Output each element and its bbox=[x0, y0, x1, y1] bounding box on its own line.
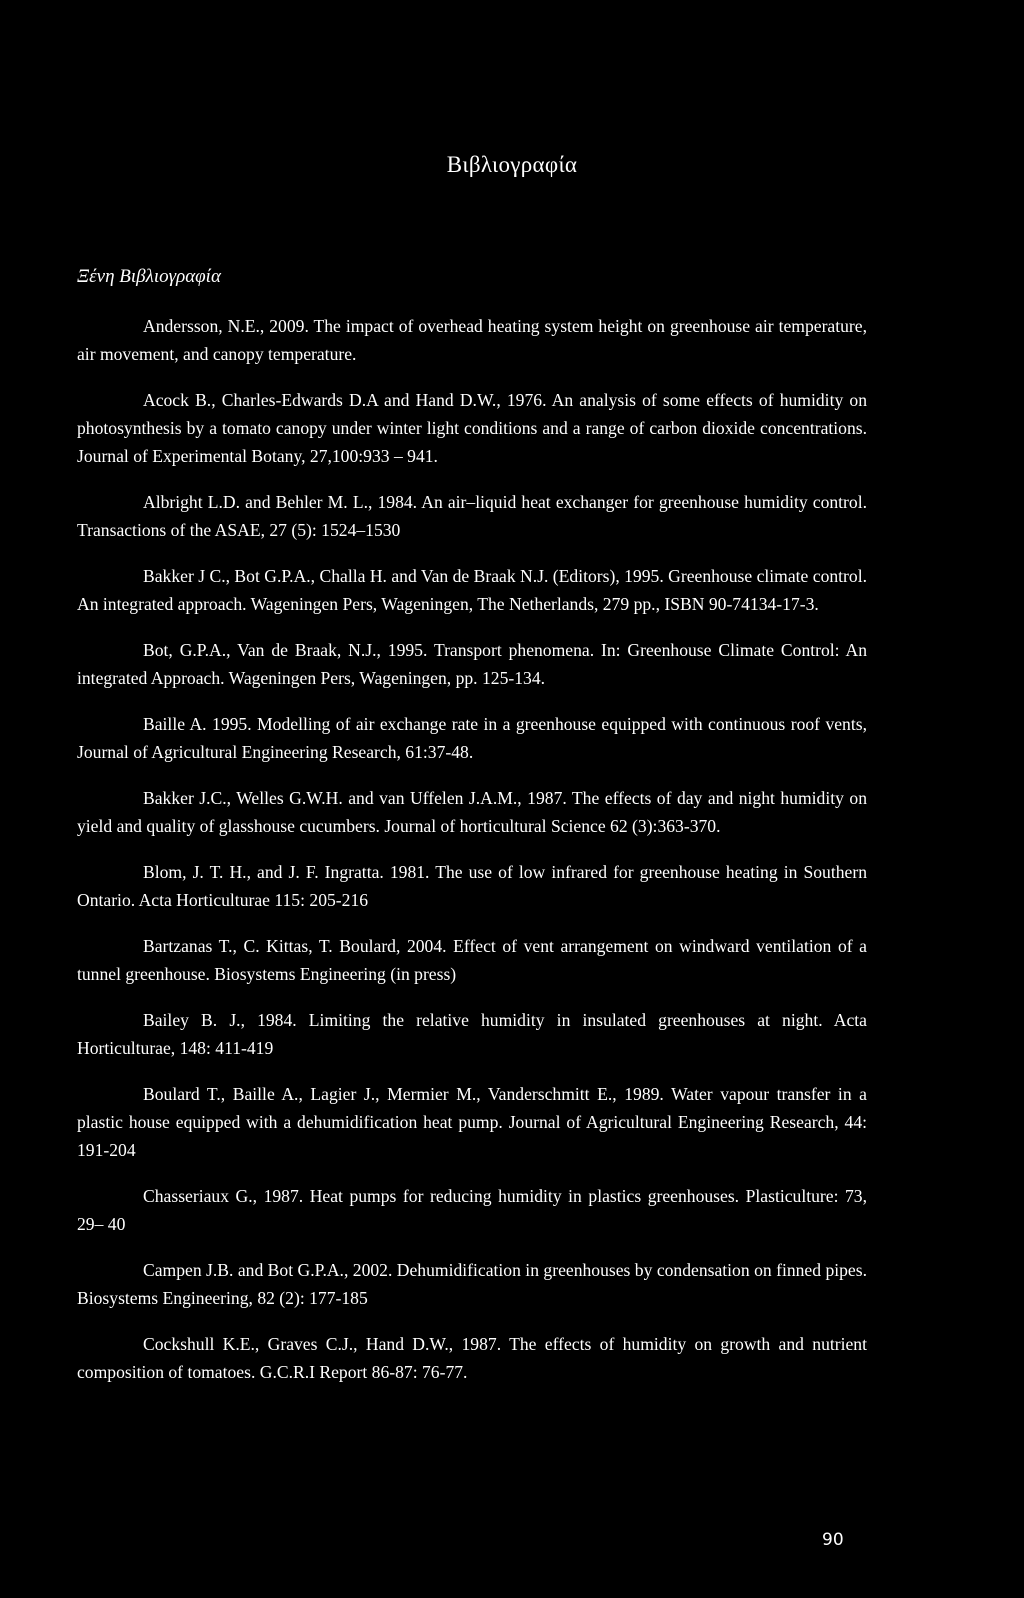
reference-item: Chasseriaux G., 1987. Heat pumps for reducing humidity in plastics greenhouses. Plasticulture: 73, 29– 40 bbox=[77, 1186, 867, 1234]
page-title: Βιβλιογραφία bbox=[446, 152, 578, 177]
reference-item: Acock B., Charles-Edwards D.A and Hand D.W., 1976. An analysis of some effects of humidity on photosynthesis by a tomato canopy under winter light conditions and a range of carbon dioxide concentrations. Journal of Experimental Botany, 27,100:933 – 941. bbox=[77, 390, 867, 466]
reference-item: Bakker J.C., Welles G.W.H. and van Uffelen J.A.M., 1987. The effects of day and night humidity on yield and quality of glasshouse cucumbers. Journal of horticultural Science 62 (3):363-370. bbox=[77, 788, 867, 836]
reference-item: Bakker J C., Bot G.P.A., Challa H. and Van de Braak N.J. (Editors), 1995. Greenhouse climate control. An integrated approach. Wageningen Pers, Wageningen, The Netherlands, 279 pp., ISBN 90-74134-17-3. bbox=[77, 566, 867, 614]
reference-item: Bartzanas T., C. Kittas, T. Boulard, 2004. Effect of vent arrangement on windward ventilation of a tunnel greenhouse. Biosystems Engineering (in press) bbox=[77, 936, 867, 984]
page-number: 90 bbox=[822, 1530, 844, 1550]
reference-item: Campen J.B. and Bot G.P.A., 2002. Dehumidification in greenhouses by condensation on finned pipes. Biosystems Engineering, 82 (2): 177-185 bbox=[77, 1260, 867, 1308]
reference-item: Baille A. 1995. Modelling of air exchange rate in a greenhouse equipped with continuous roof vents, Journal of Agricultural Engineering Research, 61:37-48. bbox=[77, 714, 867, 762]
reference-item: Bailey B. J., 1984. Limiting the relative humidity in insulated greenhouses at night. Acta Horticulturae, 148: 411-419 bbox=[77, 1010, 867, 1058]
reference-list bbox=[77, 312, 867, 1404]
reference-item: Cockshull K.E., Graves C.J., Hand D.W., 1987. The effects of humidity on growth and nutrient composition of tomatoes. G.C.R.I Report 86-87: 76-77. bbox=[77, 1334, 867, 1382]
section-heading: Ξένη Βιβλιογραφία bbox=[77, 266, 221, 287]
reference-item: Bot, G.P.A., Van de Braak, N.J., 1995. Transport phenomena. In: Greenhouse Climate Control: An integrated Approach. Wageningen Pers, Wageningen, pp. 125-134. bbox=[77, 640, 867, 688]
reference-item: Andersson, N.E., 2009. The impact of overhead heating system height on greenhouse air temperature, air movement, and canopy temperature. bbox=[77, 316, 867, 364]
reference-item: Albright L.D. and Behler M. L., 1984. An air–liquid heat exchanger for greenhouse humidity control. Transactions of the ASAE, 27 (5): 1524–1530 bbox=[77, 492, 867, 540]
reference-item: Boulard T., Baille A., Lagier J., Mermier M., Vanderschmitt E., 1989. Water vapour transfer in a plastic house equipped with a dehumidification heat pump. Journal of Agricultural Engineering Research, 44: 191-204 bbox=[77, 1084, 867, 1160]
reference-item: Blom, J. T. H., and J. F. Ingratta. 1981. The use of low infrared for greenhouse heating in Southern Ontario. Acta Horticulturae 115: 205-216 bbox=[77, 862, 867, 910]
